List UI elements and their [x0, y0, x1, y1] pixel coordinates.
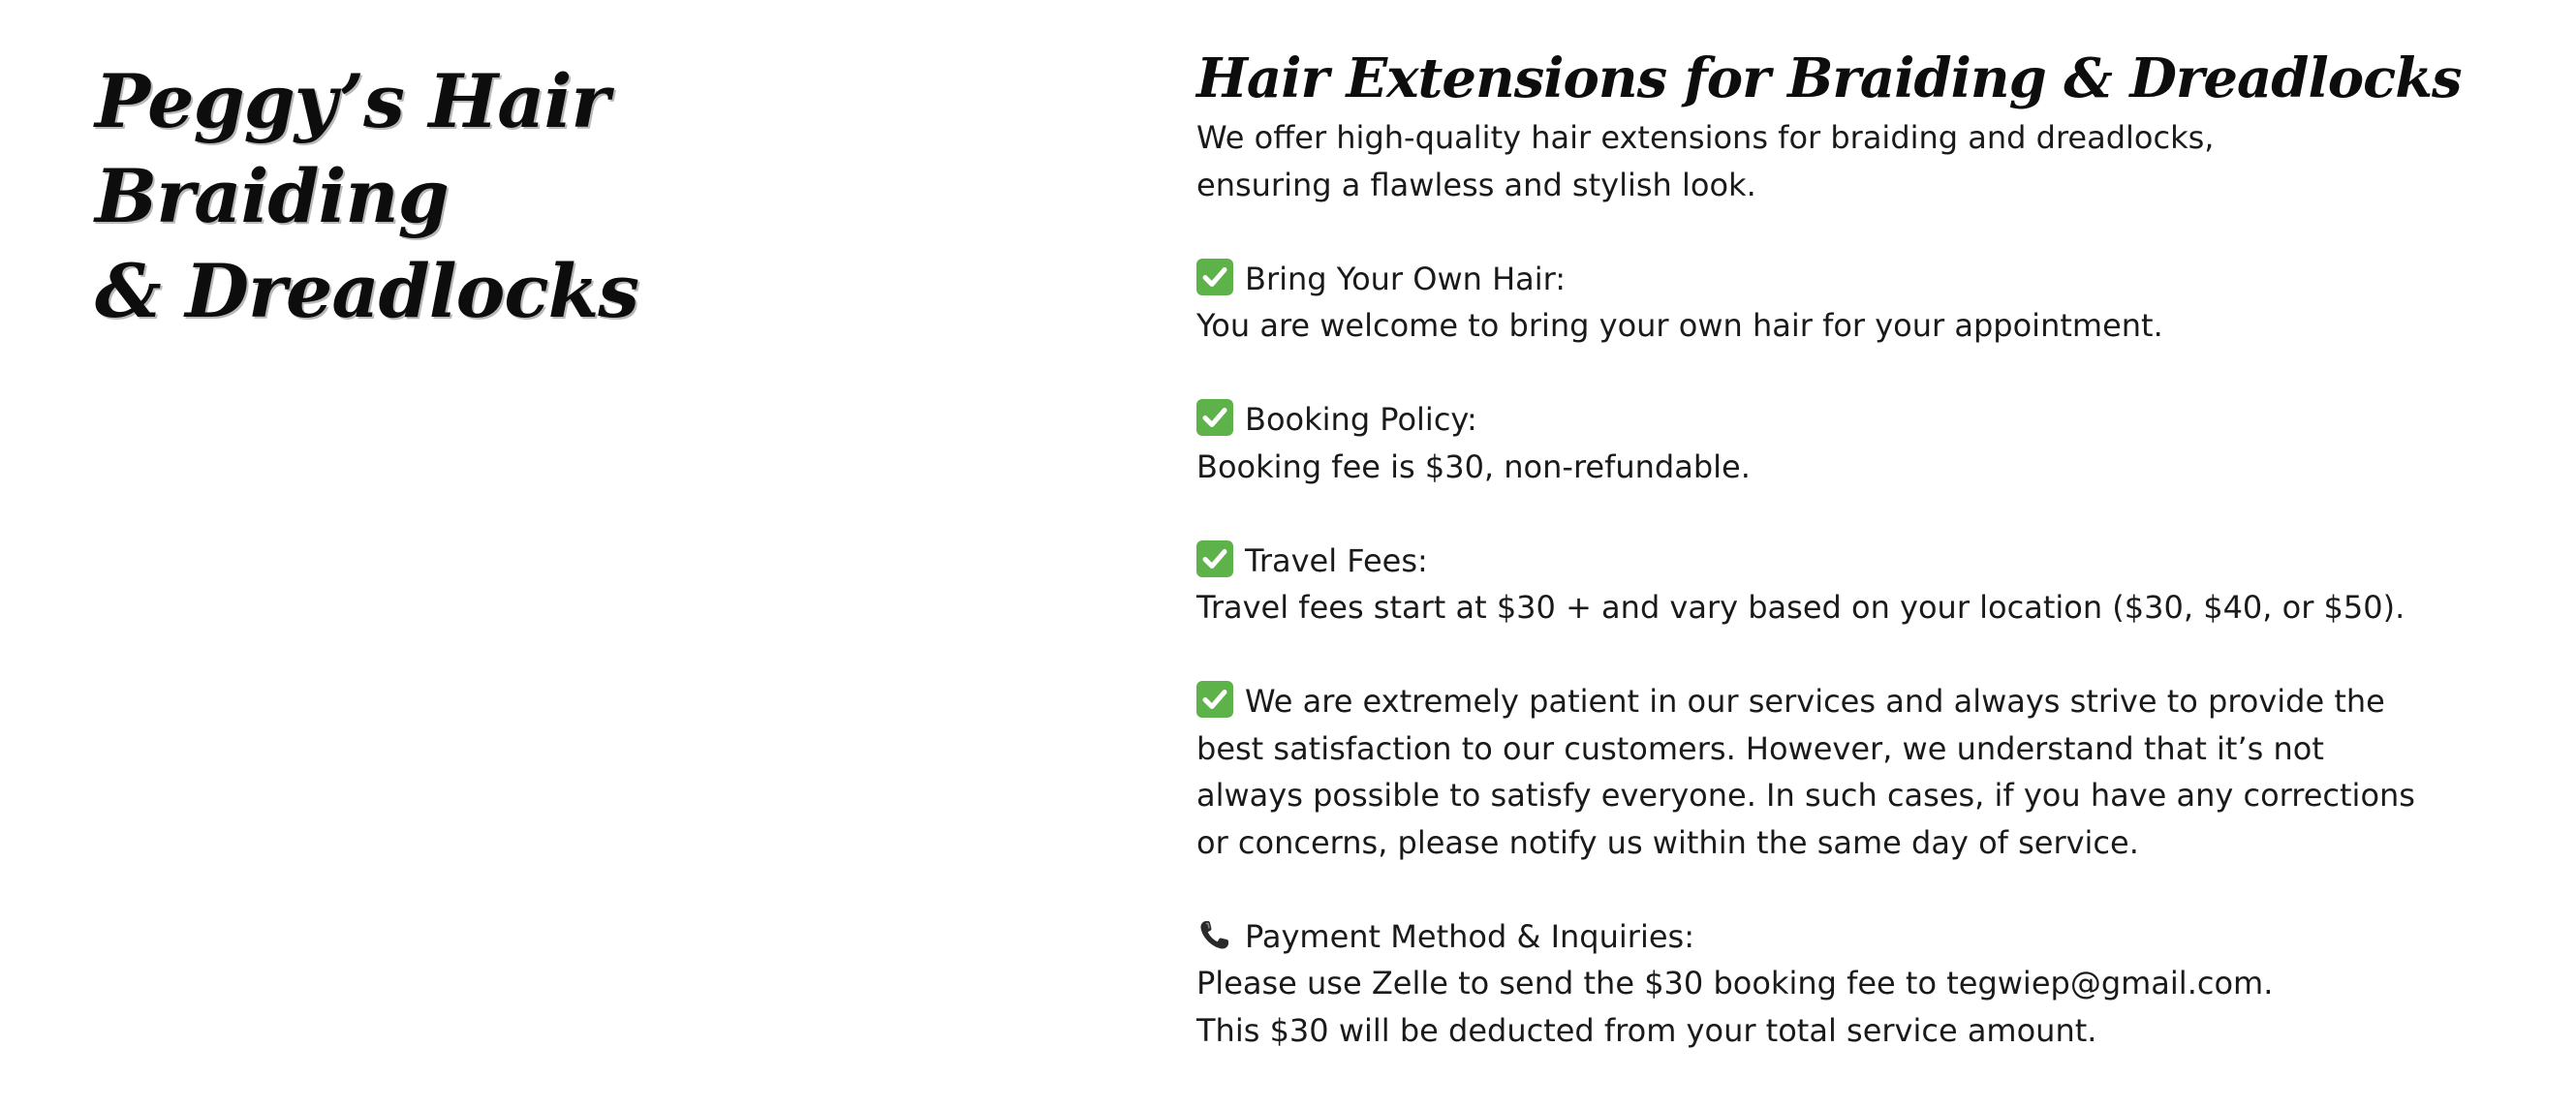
- own-hair-title: Bring Your Own Hair:: [1245, 260, 1566, 297]
- patience-line-4: or concerns, please notify us within the same day of service.: [1196, 823, 2139, 861]
- payment-line-2: This $30 will be deducted from your total service amount.: [1196, 1011, 2097, 1049]
- patience-paragraph: [1196, 678, 2456, 866]
- intro-paragraph: [1196, 114, 2456, 208]
- intro-line-2: ensuring a flawless and stylish look.: [1196, 166, 1756, 203]
- check-mark-icon: [1196, 399, 1233, 436]
- check-mark-icon: [1196, 681, 1233, 718]
- check-mark-icon: [1196, 540, 1233, 577]
- patience-line-2: best satisfaction to our customers. However, we understand that it’s not: [1196, 729, 2324, 767]
- info-section: [1196, 45, 2462, 1054]
- patience-line-3: always possible to satisfy everyone. In such cases, if you have any corrections: [1196, 777, 2415, 814]
- booking-paragraph: [1196, 396, 2456, 490]
- travel-paragraph: [1196, 538, 2456, 632]
- brand-title: [95, 54, 870, 339]
- travel-title-row: [1196, 538, 2456, 585]
- payment-title-row: [1196, 913, 2456, 961]
- travel-title: Travel Fees:: [1245, 541, 1428, 579]
- patience-line-1-row: [1196, 678, 2456, 725]
- travel-text: Travel fees start at $30 + and vary based on your location ($30, $40, or $50).: [1196, 589, 2405, 626]
- booking-title: Booking Policy:: [1245, 401, 1477, 438]
- check-mark-icon: [1196, 259, 1233, 295]
- booking-text: Booking fee is $30, non-refundable.: [1196, 447, 1751, 485]
- patience-line-1: We are extremely patient in our services and always strive to provide the: [1245, 683, 2385, 720]
- own-hair-text: You are welcome to bring your own hair for your appointment.: [1196, 307, 2163, 344]
- own-hair-title-row: [1196, 256, 2456, 303]
- intro-line-1: We offer high-quality hair extensions for braiding and dreadlocks,: [1196, 119, 2215, 156]
- info-heading: Hair Extensions for Braiding & Dreadlocks: [1196, 46, 2462, 110]
- brand-title-line-1: Peggy’s Hair Braiding: [95, 58, 609, 239]
- payment-title: Payment Method & Inquiries:: [1245, 917, 1694, 955]
- payment-line-1: Please use Zelle to send the $30 booking fee to tegwiep@gmail.com.: [1196, 965, 2274, 1001]
- payment-paragraph: [1196, 913, 2456, 1055]
- brand-title-line-2: & Dreadlocks: [95, 248, 639, 334]
- phone-icon: [1196, 916, 1233, 953]
- own-hair-paragraph: [1196, 256, 2456, 350]
- booking-title-row: [1196, 396, 2456, 444]
